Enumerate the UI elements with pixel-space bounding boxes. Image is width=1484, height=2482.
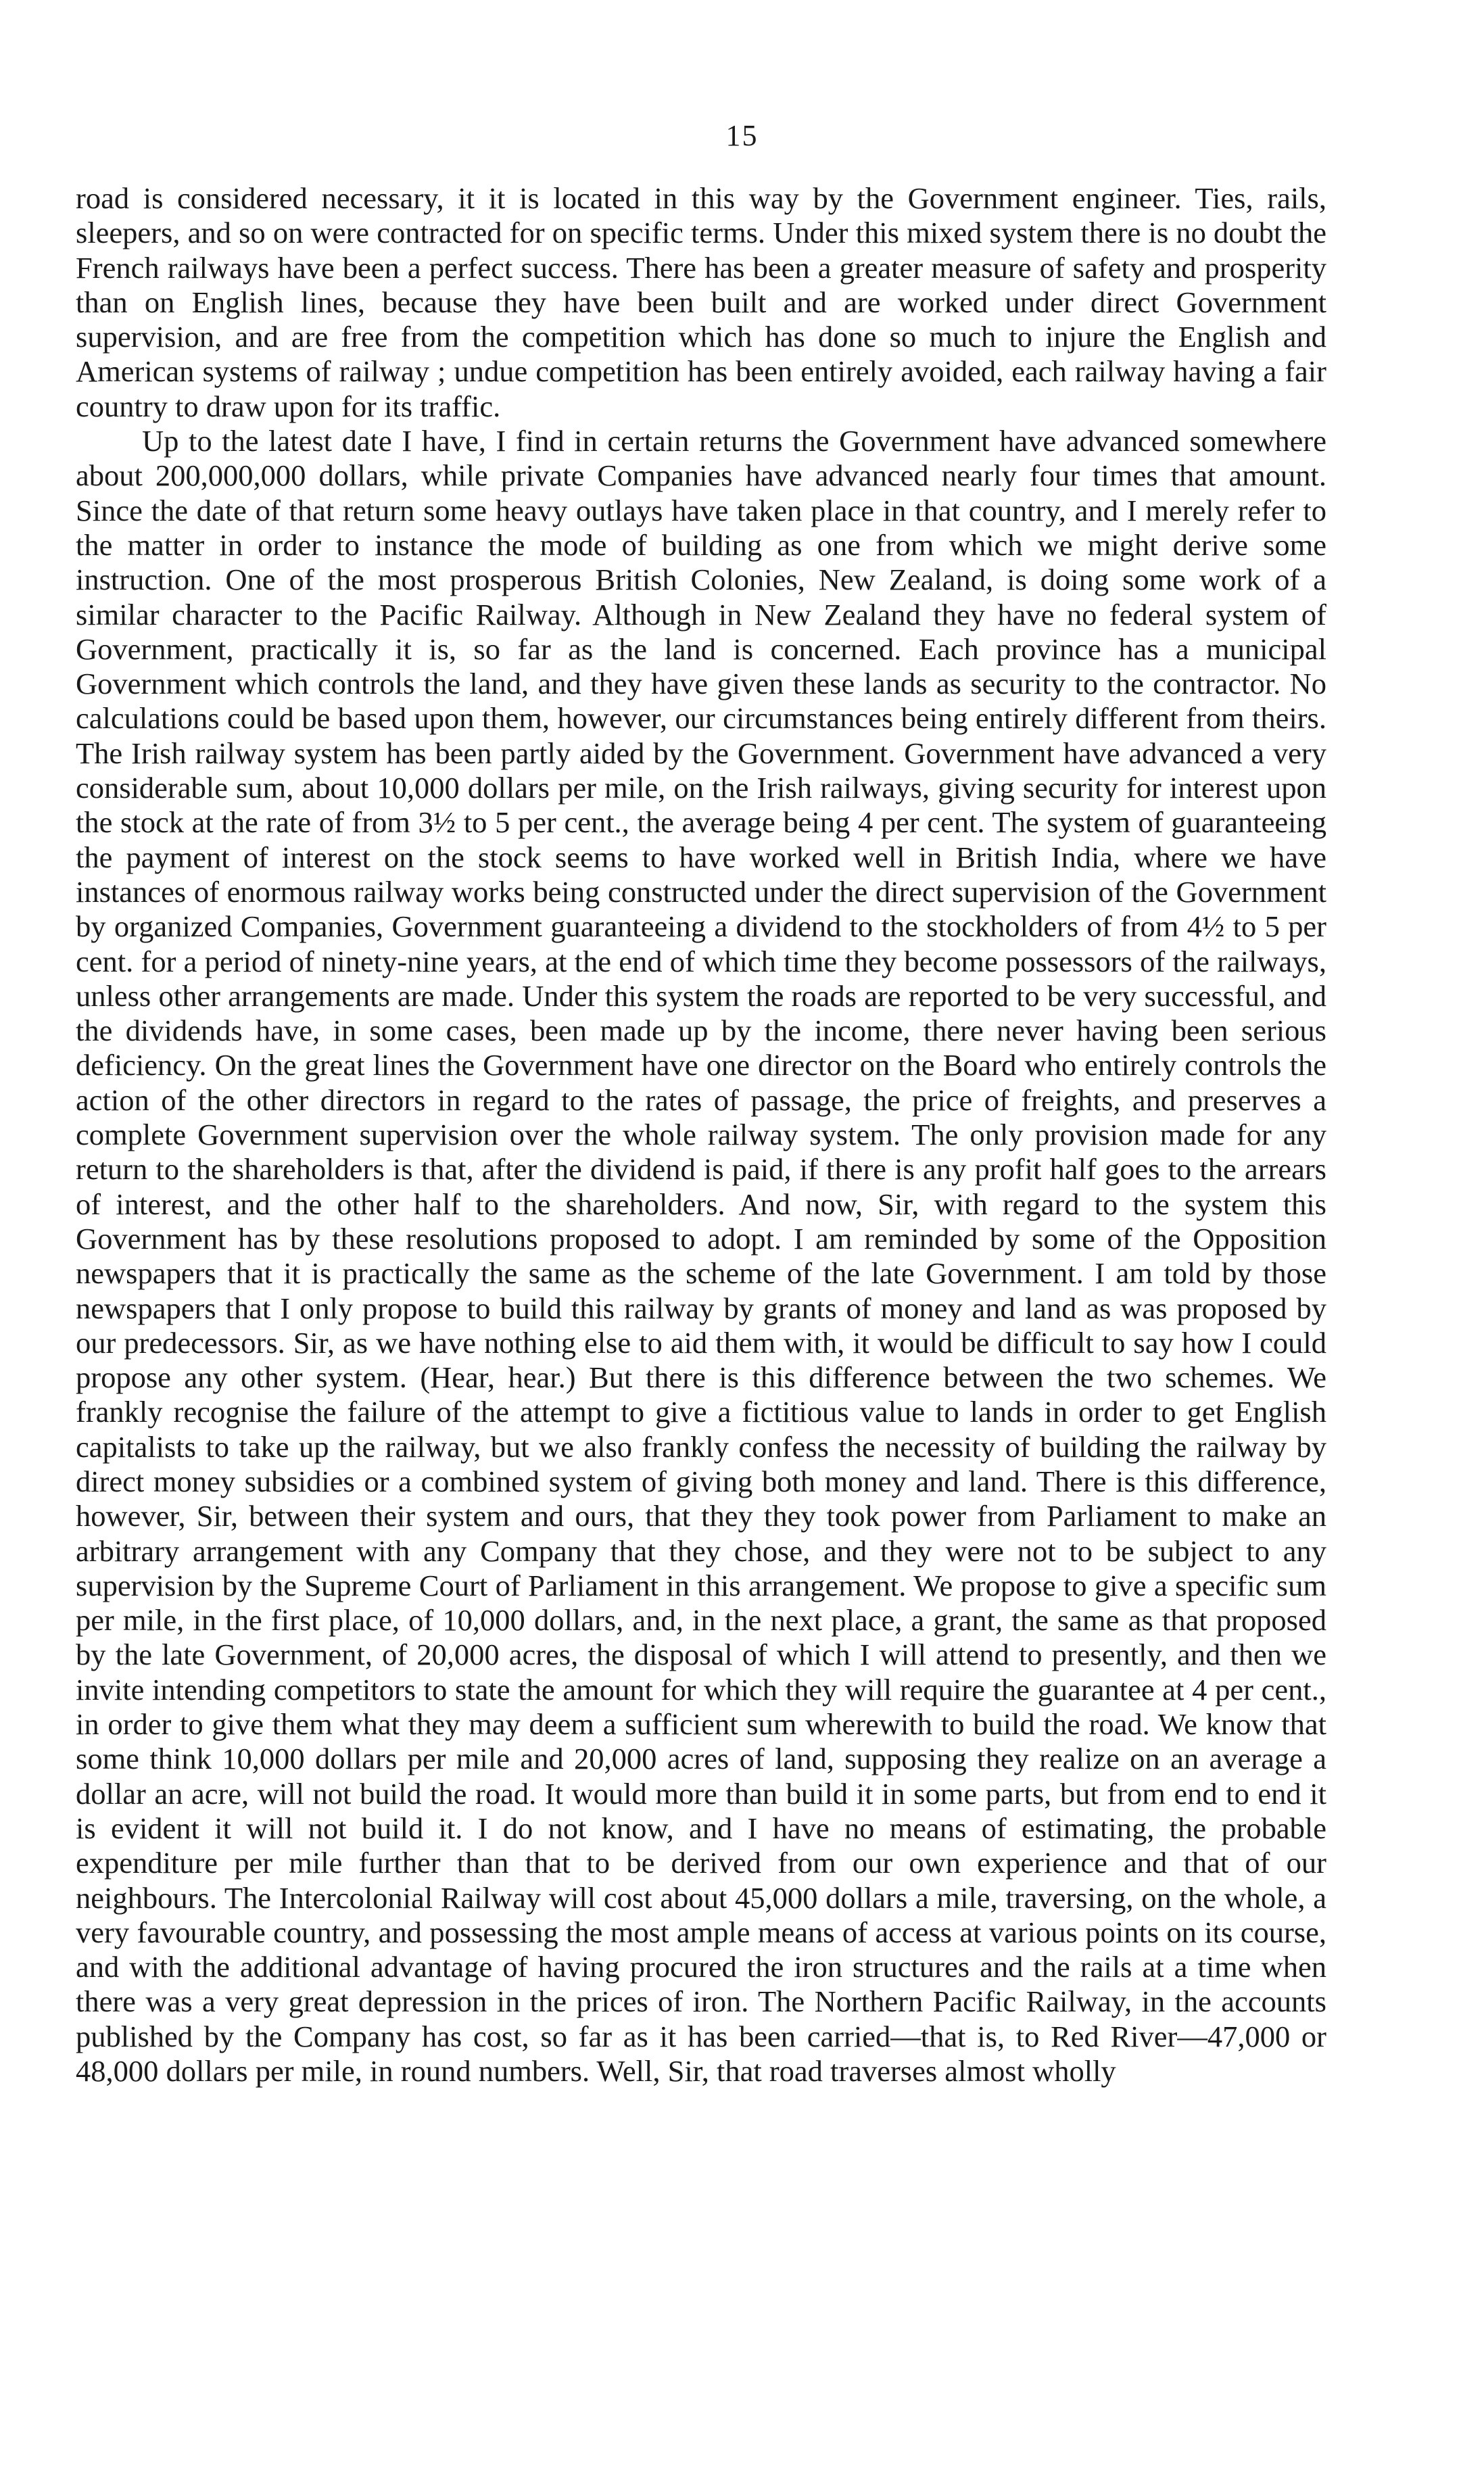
page-number: 15 <box>725 119 759 152</box>
paragraph-government-advances: Up to the latest date I have, I find in certain returns the Government have advanced somewhere about 200,000,000 dollars, while private Companies have advanced nearly four times that amount. Since the date of that return some heavy outlays have taken place in that country, and I merely refer to the matter in order to instance the mode of building as one from which we might derive some instruction. One of the most prosperous British Colonies, New Zealand, is doing some work of a similar character to the Pacific Railway. Although in New Zealand they have no federal system of Government, practically it is, so far as the land is concerned. Each province has a municipal Government which controls the land, and they have given these lands as security to the contractor. No calculations could be based upon them, however, our circumstances being entirely different from theirs. The Irish railway system has been partly aided by the Government. Government have advanced a very considerable sum, about 10,000 dollars per mile, on the Irish railways, giving security for interest upon the stock at the rate of from 3½ to 5 per cent., the average being 4 per cent. The system of guaranteeing the payment of interest on the stock seems to have worked well in British India, where we have instances of enormous railway works being constructed under the direct supervision of the Government by organized Companies, Government guaranteeing a dividend to the stockholders of from 4½ to 5 per cent. for a period of ninety-nine years, at the end of which time they become possessors of the railways, unless other arrangements are made. Under this system the roads are reported to be very successful, and the dividends have, in some cases, been made up by the income, there never having been serious deficiency. On the great lines the Government have one director on the Board who entirely controls the action of the other directors in regard to the rates of passage, the price of freights, and preserves a complete Government supervision over the whole railway system. The only provision made for any return to the shareholders is that, after the dividend is paid, if there is any profit half goes to the arrears of interest, and the other half to the shareholders. And now, Sir, with regard to the system this Government has by these resolutions proposed to adopt. I am reminded by some of the Opposition newspapers that it is practically the same as the scheme of the late Government. I am told by those newspapers that I only propose to build this railway by grants of money and land as was proposed by our predecessors. Sir, as we have nothing else to aid them with, it would be difficult to say how I could propose any other system. (Hear, hear.) But there is this difference between the two schemes. We frankly recognise the failure of the attempt to give a fictitious value to lands in order to get English capitalists to take up the railway, but we also frankly confess the necessity of building the railway by direct money subsidies or a combined system of giving both money and land. There is this difference, however, Sir, between their system and ours, that they they took power from Parliament to make an arbitrary arrangement with any Company that they chose, and they were not to be subject to any supervision by the Supreme Court of Parliament in this arrangement. We propose to give a specific sum per mile, in the first place, of 10,000 dollars, and, in the next place, a grant, the same as that proposed by the late Government, of 20,000 acres, the disposal of which I will attend to presently, and then we invite intending competitors to state the amount for which they will require the guarantee at 4 per cent., in order to give them what they may deem a sufficient sum wherewith to build the road. We know that some think 10,000 dollars per mile and 20,000 acres of land, supposing they realize on an average a dollar an acre, will not build the road. It would more than build it in some parts, but from end to end it is evident it will not build it. I do not know, and I have no means of estimating, the probable expenditure per mile further than that to be derived from our own experience and that of our neighbours. The Intercolonial Railway will cost about 45,000 dollars a mile, traversing, on the whole, a very favourable country, and possessing the most ample means of access at various points on its course, and with the additional advantage of having procured the iron structures and the rails at a time when there was a very great depression in the prices of iron. The Northern Pacific Railway, in the accounts published by the Company has cost, so far as it has been carried—that is, to Red River—47,000 or 48,000 dollars per mile, in round numbers. Well, Sir, that road traverses almost wholly <box>76 424 1326 2089</box>
body-text <box>76 181 1326 2439</box>
paragraph-french-railways: road is considered necessary, it it is located in this way by the Government engineer. Ties, rails, sleepers, and so on were contracted for on specific terms. Under this mixed system there is no doubt the French railways have been a perfect success. There has been a greater measure of safety and prosperity than on English lines, because they have been built and are worked under direct Government supervision, and are free from the competition which has done so much to injure the English and American systems of railway ; undue competition has been entirely avoided, each railway having a fair country to draw upon for its traffic. <box>76 181 1326 423</box>
